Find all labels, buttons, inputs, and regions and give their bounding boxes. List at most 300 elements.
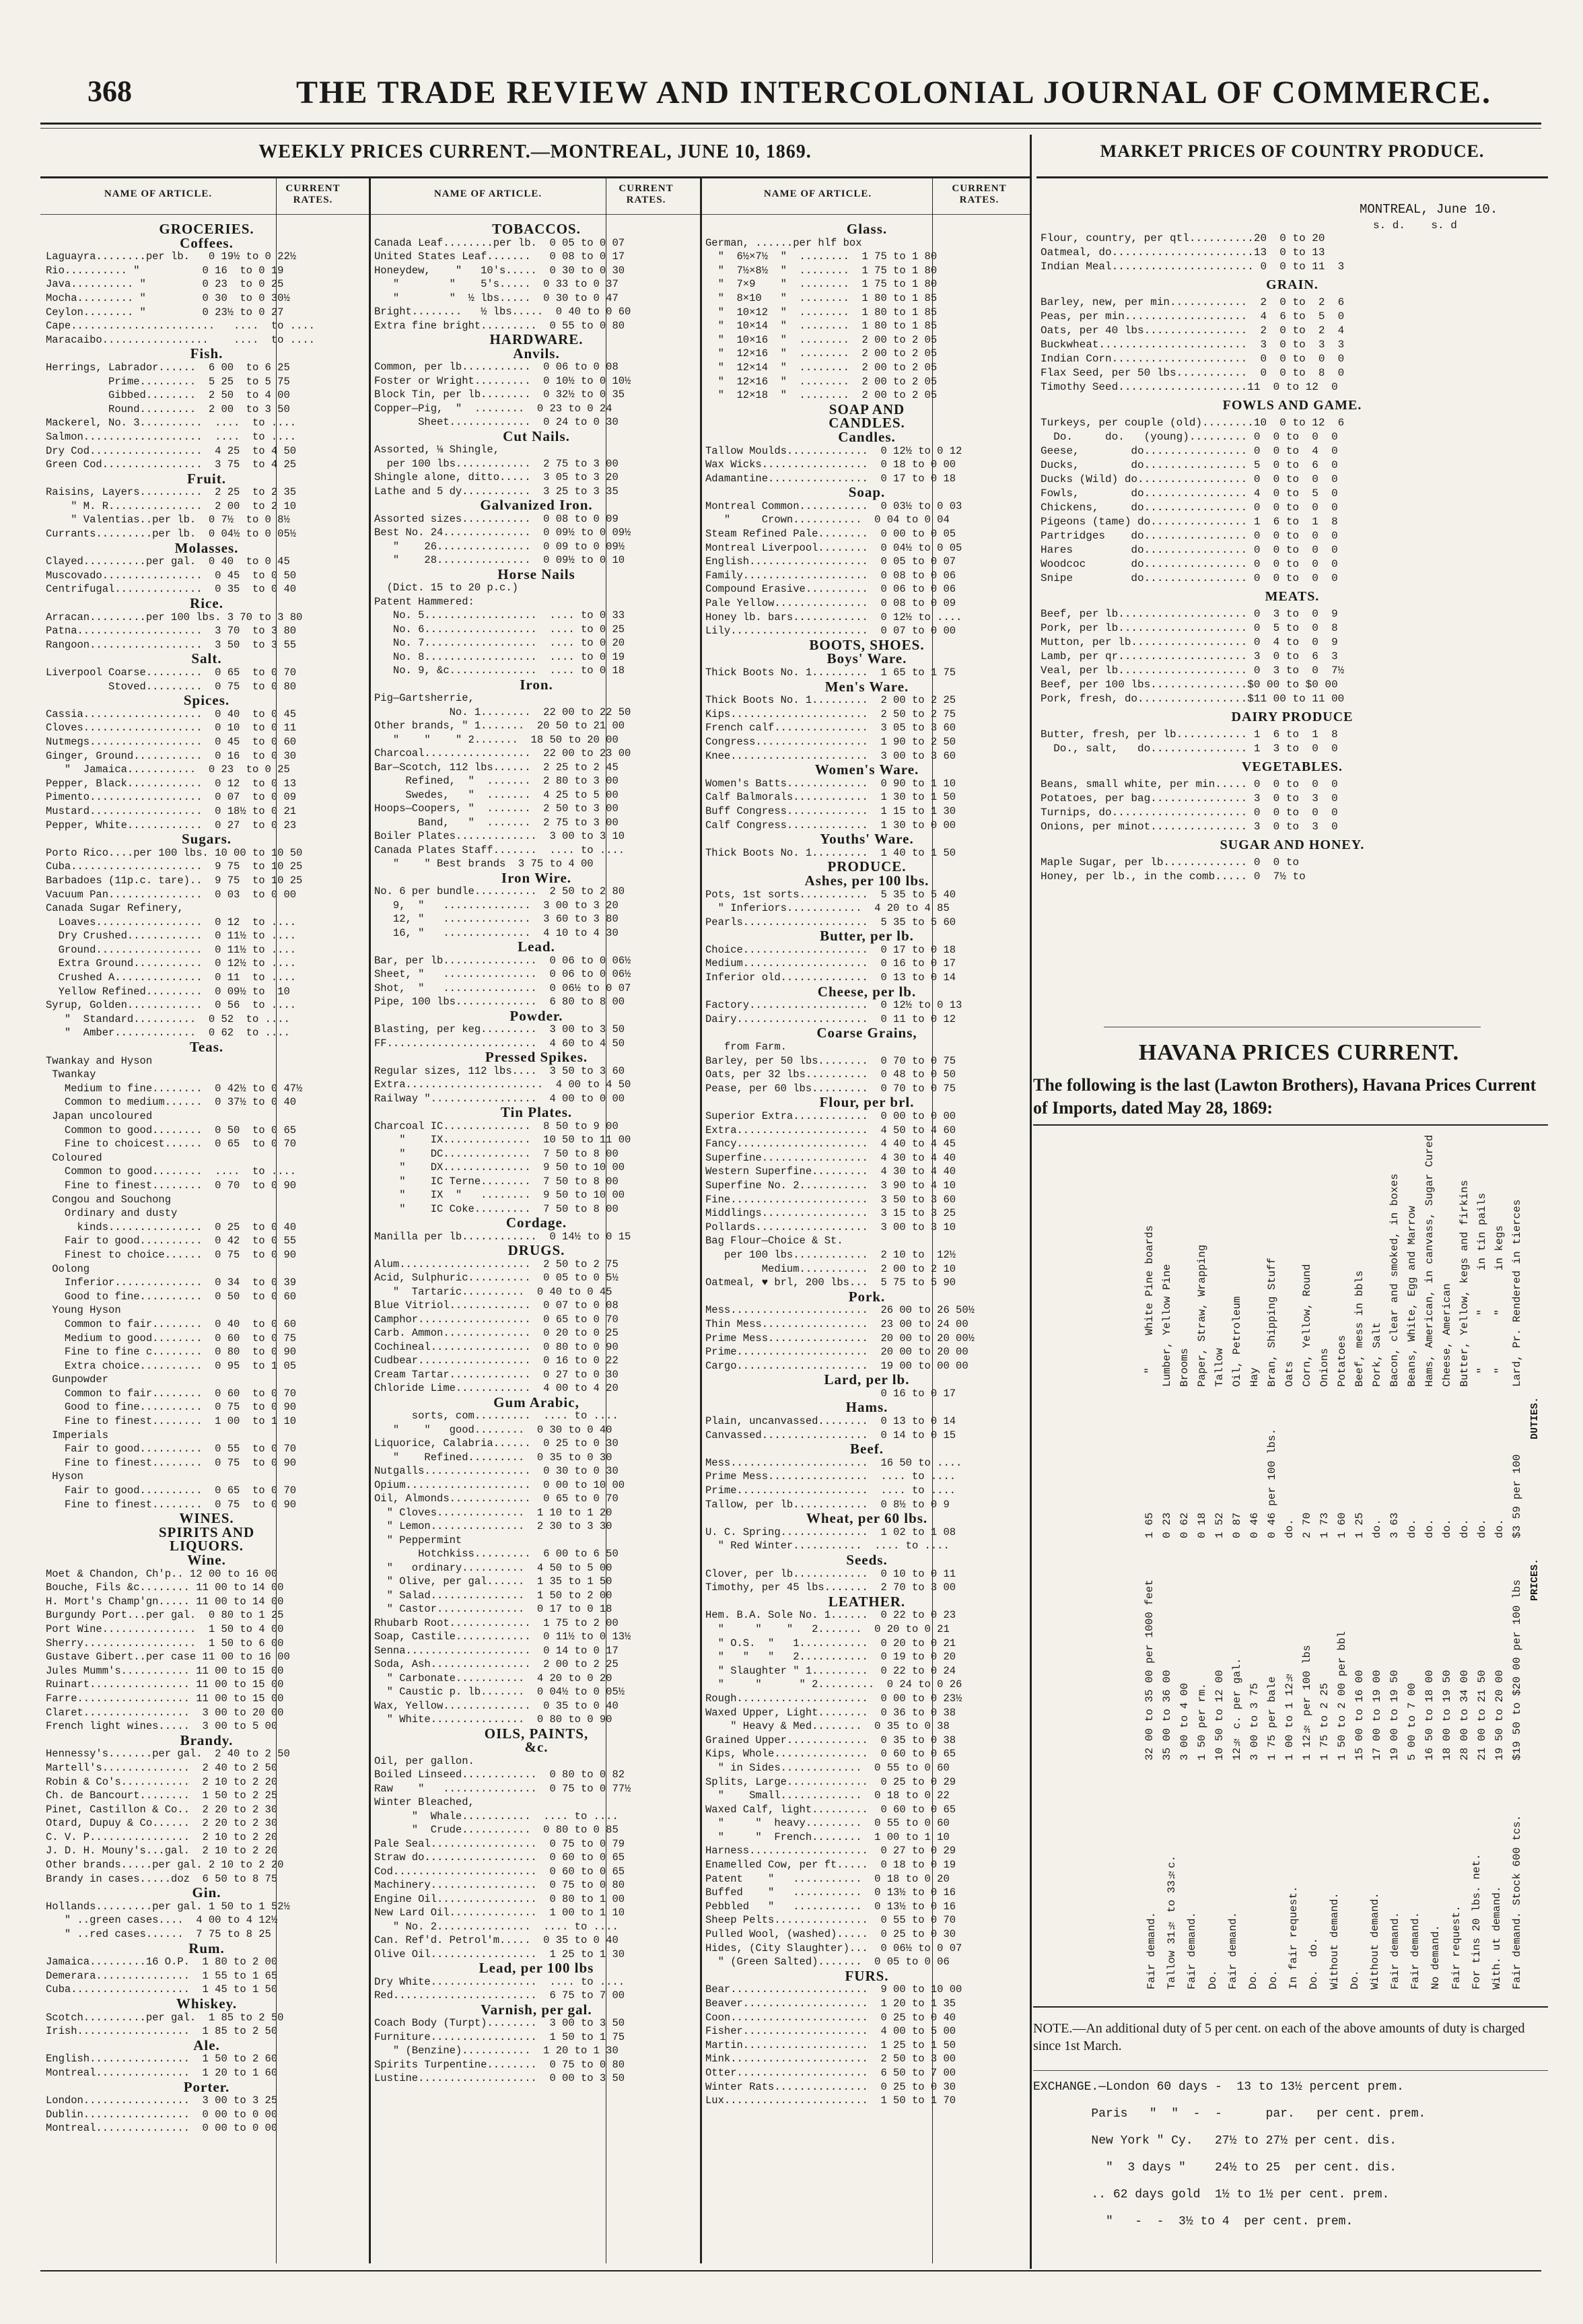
price-row: Bag Flour—Choice & St. [705, 1235, 843, 1248]
price-row: " Refined......... 0 35 to 0 30 [374, 1451, 612, 1464]
price-row: Coach Body (Turpt)........ 3 00 to 3 50 [374, 2017, 625, 2029]
col2-head-rates: CURRENT RATES. [619, 183, 674, 205]
price-row: Java.......... " 0 23 to 0 25 [46, 278, 284, 291]
havana-price: 1 00 to 1 12½ [1283, 1670, 1296, 1761]
price-row: Jules Mumm's........... 11 00 to 15 00 [46, 1664, 284, 1677]
col1-head-rates: CURRENT RATES. [285, 183, 341, 205]
market-price-line: Flour, country, per qtl..........20 0 to 20 [1041, 232, 1325, 244]
havana-remark: Fair demand. [1226, 1911, 1239, 1989]
price-row: Wax Wicks................. 0 18 to 0 00 [705, 458, 956, 471]
price-row: Thick Boots No. 1......... 1 65 to 1 75 [705, 667, 956, 679]
price-row: Can. Ref'd. Petrol'm..... 0 35 to 0 40 [374, 1934, 619, 1946]
category-heading: Brandy. [180, 1732, 234, 1748]
category-heading: DRUGS. [507, 1242, 565, 1258]
price-row: Prime..................... 20 00 to 20 00 [705, 1346, 969, 1359]
price-row: Hoops—Coopers, " ....... 2 50 to 3 00 [374, 802, 619, 815]
category-heading: Ale. [193, 2037, 220, 2053]
market-subsection-heading: GRAIN. [1266, 277, 1318, 292]
price-row: Rough..................... 0 00 to 0 23½ [705, 1692, 962, 1705]
price-row: Loaves................. 0 12 to .... [46, 916, 297, 928]
price-row: kinds............... 0 25 to 0 40 [46, 1221, 297, 1233]
category-heading: Cheese, per lb. [817, 983, 917, 1000]
category-heading: Rice. [190, 595, 223, 612]
price-row: " Slaughter " 1......... 0 22 to 0 24 [705, 1664, 956, 1677]
havana-duty: do. [1283, 1519, 1296, 1538]
price-row: Furniture................. 1 50 to 1 75 [374, 2030, 625, 2043]
price-row: " 12×18 " ........ 2 00 to 2 05 [705, 389, 938, 402]
page-number: 368 [87, 75, 132, 108]
price-row: Pale Seal................. 0 75 to 0 79 [374, 1837, 625, 1850]
market-price-line: Chickens, do................ 0 0 to 0 0 [1041, 502, 1338, 514]
market-subsection-heading: SUGAR AND HONEY. [1220, 838, 1365, 852]
havana-remark: No demand. [1430, 1924, 1442, 1989]
market-price-line: Maple Sugar, per lb............. 0 0 to [1041, 856, 1300, 868]
masthead-rule-thin [40, 128, 1541, 129]
market-price-line: Flax Seed, per 50 lbs........... 0 0 to 8 0 [1041, 367, 1345, 379]
price-row: Congou and Souchong [46, 1193, 172, 1206]
category-heading: Porter. [183, 2078, 230, 2095]
price-row: Best No. 24.............. 0 09½ to 0 09½ [374, 526, 631, 539]
price-row: No. 8.................. .... to 0 19 [374, 650, 625, 663]
category-heading: Iron. [520, 676, 553, 693]
price-row: Fine to finest........ 0 75 to 0 90 [46, 1498, 297, 1511]
price-row: Pimento.................. 0 07 to 0 09 [46, 791, 297, 804]
col2-col3-rule [700, 176, 702, 2263]
market-price-line: Pork, per lb.................... 0 5 to 0 8 [1041, 622, 1338, 634]
category-heading: Pork. [848, 1288, 886, 1305]
category-heading: Ashes, per 100 lbs. [804, 872, 929, 889]
price-row: Pepper, White............ 0 27 to 0 23 [46, 819, 297, 831]
price-row: Gunpowder [46, 1373, 109, 1386]
category-heading: SPIRITS AND [158, 1524, 255, 1540]
price-row: " 10×14 " ........ 1 80 to 1 85 [705, 320, 938, 333]
market-subsection-heading: VEGETABLES. [1241, 759, 1343, 774]
price-row: Tallow Moulds............. 0 12½ to 0 12 [705, 444, 962, 457]
market-price-line: Ducks, do................ 5 0 to 6 0 [1041, 459, 1338, 471]
price-row: Middlings................. 3 15 to 3 25 [705, 1207, 956, 1220]
price-row: Rangoon.................. 3 50 to 3 55 [46, 638, 297, 651]
category-heading: Varnish, per gal. [481, 2001, 592, 2018]
price-row: Red....................... 6 75 to 7 00 [374, 1989, 625, 2002]
exchange-block [1033, 2080, 1548, 2282]
price-row: Cuba................... 1 45 to 1 50 [46, 1983, 278, 1996]
price-row: Cuba..................... 9 75 to 10 25 [46, 860, 303, 873]
price-row: " 28............... 0 09½ to 0 10 [374, 554, 625, 566]
price-row: Lathe and 5 dy........... 3 25 to 3 35 [374, 485, 619, 498]
price-row: Patent Hammered: [374, 595, 474, 608]
price-row: Vacuum Pan............... 0 03 to 0 00 [46, 888, 297, 901]
price-row: " 7×9 " ........ 1 75 to 1 80 [705, 278, 938, 291]
price-row: Martell's.............. 2 40 to 2 50 [46, 1761, 278, 1774]
price-row: Kips, Whole............... 0 60 to 0 65 [705, 1748, 956, 1761]
price-row: Waxed Upper, Light........ 0 36 to 0 38 [705, 1706, 956, 1719]
category-heading: Lead, per 100 lbs [479, 1960, 594, 1976]
category-heading: Rum. [188, 1940, 225, 1956]
price-row: Nutmegs.................. 0 45 to 0 60 [46, 735, 297, 748]
price-row: Honey lb. bars............ 0 12½ to .... [705, 611, 962, 623]
havana-price: 3 00 to 4 00 [1179, 1682, 1191, 1761]
category-heading: TOBACCOS. [492, 222, 581, 237]
price-row: Maracaibo................. .... to .... [46, 333, 315, 346]
price-row: Bright........ ½ lbs..... 0 40 to 0 60 [374, 306, 631, 318]
price-row: " ..green cases.... 4 00 to 4 12½ [46, 1914, 278, 1927]
market-price-line: Beef, per lb.................... 0 3 to 0 9 [1041, 608, 1338, 620]
price-row: Mocha......... " 0 30 to 0 30½ [46, 292, 290, 304]
price-row: Splits, Large............. 0 25 to 0 29 [705, 1775, 956, 1788]
price-row: " 12×14 " ........ 2 00 to 2 05 [705, 361, 938, 374]
price-row: Prime......... 5 25 to 5 75 [46, 375, 290, 388]
price-row: " 26............... 0 09 to 0 09½ [374, 540, 625, 553]
category-heading: GROCERIES. [159, 222, 254, 237]
havana-price: 3 00 to 3 75 [1248, 1682, 1261, 1761]
price-row: " 12×16 " ........ 2 00 to 2 05 [705, 375, 938, 388]
havana-price: $19 50 to $20 00 per 100 lbs [1511, 1579, 1523, 1761]
price-row: Ruinart................ 11 00 to 15 00 [46, 1678, 284, 1691]
havana-duty: 1 73 [1318, 1512, 1331, 1538]
price-row: Shot, " ............... 0 06½ to 0 07 [374, 982, 631, 994]
category-heading: Butter, per lb. [820, 928, 914, 945]
price-row: Charcoal................. 22 00 to 23 00 [374, 747, 631, 759]
price-row: Factory................... 0 12½ to 0 13 [705, 999, 962, 1012]
price-row: Hides, (City Slaughter)... 0 06½ to 0 07 [705, 1942, 962, 1954]
category-heading: Salt. [191, 650, 222, 667]
section-divider-rule [1030, 135, 1032, 2269]
price-row: English................ 1 50 to 2 60 [46, 2053, 278, 2065]
price-row: " ..red cases...... 7 75 to 8 25 [46, 1928, 271, 1941]
price-row: Young Hyson [46, 1304, 121, 1317]
price-row: Ordinary and dusty [46, 1207, 178, 1220]
price-row: Winter Rats............... 0 25 to 0 30 [705, 2080, 956, 2093]
price-row: Opium.................... 0 00 to 10 00 [374, 1478, 625, 1491]
price-row: 16, " .............. 4 10 to 4 30 [374, 926, 619, 939]
price-row: " 10×16 " ........ 2 00 to 2 05 [705, 333, 938, 346]
price-row: Raw " ............... 0 75 to 0 77½ [374, 1782, 631, 1795]
havana-remark: Fair demand. [1186, 1911, 1199, 1989]
price-row: " DX.............. 9 50 to 10 00 [374, 1161, 625, 1173]
col1-col2-rule [369, 176, 371, 2263]
price-row: Cargo..................... 19 00 to 00 00 [705, 1359, 969, 1372]
havana-article: Beans, White, Egg and Marrow [1406, 1206, 1418, 1387]
price-row: Calf Balmorals............ 1 30 to 1 50 [705, 791, 956, 804]
price-row: Camphor.................. 0 65 to 0 70 [374, 1313, 619, 1326]
price-row: " " 5's..... 0 33 to 0 37 [374, 278, 619, 290]
price-row: " 6½×7½ " ........ 1 75 to 1 80 [705, 250, 938, 263]
price-row: Railway "................. 4 00 to 0 00 [374, 1092, 625, 1105]
price-row: Common, per lb........... 0 06 to 0 08 [374, 361, 619, 373]
col3-head-rates: CURRENT RATES. [952, 183, 1007, 205]
price-row: Gibbed........ 2 50 to 4 00 [46, 389, 290, 402]
category-heading: Hams. [845, 1399, 888, 1416]
price-row: Dry Cod.................. 4 25 to 4 50 [46, 444, 297, 457]
havana-price: 32 00 to 35 00 per 1000 feet [1144, 1579, 1156, 1761]
price-row: " " " 2......... 0 24 to 0 26 [705, 1678, 962, 1691]
price-row: Farre.................. 11 00 to 15 00 [46, 1692, 284, 1705]
market-place-date: MONTREAL, June 10. [1360, 202, 1498, 217]
havana-article: Cheese, American [1441, 1283, 1453, 1387]
category-heading: Coarse Grains, [816, 1025, 917, 1041]
category-heading: Fish. [190, 345, 223, 362]
price-row: " Castor.............. 0 17 to 0 18 [374, 1603, 612, 1615]
price-row: Western Superfine......... 4 30 to 4 40 [705, 1165, 956, 1178]
price-row: Family.................... 0 08 to 0 06 [705, 569, 956, 582]
price-row: Ch. de Bancourt........ 1 50 to 2 25 [46, 1789, 278, 1802]
market-price-line: Pork, fresh, do.................$11 00 to 11 00 [1041, 693, 1345, 705]
category-heading: Lead. [518, 938, 555, 955]
havana-prices-head: PRICES. [1529, 1559, 1541, 1602]
category-heading: Flour, per brl. [819, 1094, 915, 1111]
price-row: Mustard.................. 0 18½ to 0 21 [46, 805, 297, 817]
havana-price: 1 50 per rm. [1196, 1682, 1208, 1761]
category-heading: Molasses. [174, 539, 239, 556]
havana-table [1033, 1128, 1548, 2003]
price-row: Centrifugal.............. 0 35 to 0 40 [46, 583, 297, 596]
price-row: " Peppermint [374, 1534, 462, 1546]
price-row: Stoved......... 0 75 to 0 80 [46, 680, 297, 693]
price-row: Liverpool Coarse......... 0 65 to 0 70 [46, 667, 297, 679]
price-row: " Valentias..per lb. 0 7½ to 0 8½ [46, 514, 290, 526]
price-row: English................... 0 05 to 0 07 [705, 555, 956, 568]
price-row: Cream Tartar............. 0 27 to 0 30 [374, 1368, 619, 1381]
price-row: 0 16 to 0 17 [705, 1387, 956, 1400]
price-row: German, ......per hlf box [705, 236, 862, 249]
col1-head-name: NAME OF ARTICLE. [104, 189, 213, 199]
price-row: " Red Winter........... .... to .... [705, 1540, 950, 1552]
havana-remark: Fair demand. Stock 600 tcs. [1511, 1814, 1523, 1989]
price-row: Olive Oil................. 1 25 to 1 30 [374, 1948, 625, 1960]
category-heading: Cut Nails. [503, 428, 570, 444]
price-row: Claret................. 3 00 to 20 00 [46, 1706, 284, 1719]
category-heading: CANDLES. [829, 415, 905, 432]
category-heading: Candles. [838, 428, 896, 445]
havana-duty: 2 70 [1301, 1512, 1313, 1538]
price-row: Clover, per lb............ 0 10 to 0 11 [705, 1567, 956, 1580]
market-price-line: Do. do. (young)......... 0 0 to 0 0 [1041, 431, 1338, 443]
price-row: (Dict. 15 to 20 p.c.) [374, 582, 518, 594]
price-row: Coon...................... 0 25 to 0 40 [705, 2011, 956, 2024]
havana-duty: 1 60 [1336, 1512, 1348, 1538]
price-row: Arracan.........per 100 lbs. 3 70 to 3 80 [46, 611, 303, 623]
category-heading: &c. [524, 1739, 549, 1755]
havana-remark: Fair demand. [1389, 1911, 1402, 1989]
price-row: H. Mort's Champ'gn..... 11 00 to 14 00 [46, 1595, 284, 1608]
havana-duty: 0 18 [1196, 1512, 1208, 1538]
havana-duties-head: DUTIES. [1529, 1397, 1541, 1440]
price-row: Medium.................... 0 16 to 0 17 [705, 957, 956, 970]
price-row: " Carbonate........... 4 20 to 0 20 [374, 1672, 612, 1684]
category-heading: Anvils. [513, 345, 560, 362]
market-price-line: Timothy Seed....................11 0 to 12 0 [1041, 381, 1338, 393]
price-row: Cape....................... .... to .... [46, 320, 315, 333]
havana-duty: do. [1458, 1519, 1471, 1538]
price-row: " No. 2............... .... to .... [374, 1920, 619, 1933]
journal-title: THE TRADE REVIEW AND INTERCOLONIAL JOURNAL OF COMMERCE. [296, 75, 1492, 110]
market-price-line: Do., salt, do............... 1 3 to 0 0 [1041, 743, 1338, 755]
havana-duty: 0 46 [1248, 1512, 1261, 1538]
havana-article: Butter, Yellow, kegs and firkins [1458, 1180, 1471, 1387]
exchange-line: New York " Cy. 27½ to 27½ per cent. dis. [1033, 2134, 1397, 2148]
havana-duty: 1 52 [1213, 1512, 1226, 1538]
market-prices-block [1036, 232, 1548, 905]
price-row: Common to fair........ 0 60 to 0 70 [46, 1387, 297, 1400]
price-row: " Amber............. 0 62 to .... [46, 1027, 290, 1039]
category-heading: PRODUCE. [827, 858, 907, 875]
price-row: Calf Congress............. 1 30 to 0 00 [705, 819, 956, 831]
havana-article: Lard, Pr. Rendered in tierces [1511, 1199, 1523, 1387]
price-row: " Caustic p. lb....... 0 04½ to 0 05½ [374, 1686, 625, 1698]
price-row: Fair to good.......... 0 42 to 0 55 [46, 1235, 297, 1248]
price-row: Prime Mess................ .... to .... [705, 1470, 956, 1483]
price-row: Irish.................. 1 85 to 2 50 [46, 2025, 278, 2038]
price-row: New Lard Oil.............. 1 00 to 1 10 [374, 1907, 625, 1919]
market-price-line: Indian Meal...................... 0 0 to 11 3 [1041, 261, 1345, 273]
price-row: Band, " ....... 2 75 to 3 00 [374, 816, 619, 829]
category-heading: Gin. [192, 1884, 221, 1901]
havana-remark: With. ut demand. [1490, 1886, 1503, 1989]
price-row: Fine to fine c........ 0 80 to 0 90 [46, 1346, 297, 1359]
category-heading: Beef. [850, 1441, 884, 1458]
price-row: Boiler Plates............. 3 00 to 3 10 [374, 830, 625, 842]
price-row: Twankay [46, 1068, 96, 1081]
havana-price: 15 00 to 16 00 [1353, 1670, 1366, 1761]
price-row: Compound Erasive.......... 0 06 to 0 06 [705, 583, 956, 596]
havana-table-rule-bottom [1033, 2006, 1548, 2008]
price-row: Extra choice.......... 0 95 to 1 05 [46, 1359, 297, 1372]
exchange-rule [1033, 2070, 1548, 2071]
price-row: " IC Terne........ 7 50 to 8 00 [374, 1175, 619, 1188]
exchange-line: .. 62 days gold 1½ to 1½ per cent. prem. [1033, 2188, 1390, 2201]
price-row: Alum..................... 2 50 to 2 75 [374, 1258, 619, 1270]
price-row: Medium to good........ 0 60 to 0 75 [46, 1332, 297, 1344]
price-row: Choice.................... 0 17 to 0 18 [705, 943, 956, 956]
price-row: Porto Rico....per 100 lbs. 10 00 to 10 50 [46, 846, 303, 859]
price-row: Hotchkiss......... 6 00 to 6 50 [374, 1548, 619, 1560]
price-row: Congress.................. 1 90 to 2 50 [705, 735, 956, 748]
price-row: Sheet............. 0 24 to 0 30 [374, 416, 619, 428]
price-row: Dry Crushed............ 0 11½ to .... [46, 930, 297, 943]
havana-duty: do. [1371, 1519, 1383, 1538]
price-row: Medium........... 2 00 to 2 10 [705, 1262, 956, 1275]
price-row: Medium to fine........ 0 42½ to 0 47½ [46, 1082, 303, 1095]
havana-remark: Fair demand. [1146, 1911, 1158, 1989]
price-row: Cod....................... 0 60 to 0 65 [374, 1865, 625, 1878]
price-row: United States Leaf....... 0 08 to 0 17 [374, 250, 625, 263]
market-rule [1036, 176, 1548, 178]
havana-duty: 0 87 [1231, 1512, 1243, 1538]
price-row: " " heavy......... 0 55 to 0 60 [705, 1817, 950, 1830]
price-row: Swedes, " ....... 4 25 to 5 00 [374, 788, 619, 801]
havana-duty: do. [1441, 1519, 1453, 1538]
price-row: Fair to good.......... 0 55 to 0 70 [46, 1443, 297, 1456]
market-currency-head: s. d. s. d [1373, 219, 1457, 232]
market-price-line: Ducks (Wild) do................. 0 0 to 0 0 [1041, 473, 1338, 485]
market-price-line: Barley, new, per min............ 2 0 to 2 6 [1041, 296, 1345, 308]
price-row: Senna.................... 0 14 to 0 17 [374, 1644, 619, 1657]
price-row: Otter..................... 6 50 to 7 00 [705, 2066, 956, 2079]
price-row: Muscovado................ 0 45 to 0 50 [46, 569, 297, 582]
price-row: Prime..................... .... to .... [705, 1484, 956, 1497]
price-row: " Crude........... 0 80 to 0 85 [374, 1824, 619, 1836]
price-row: Twankay and Hyson [46, 1054, 153, 1067]
market-price-line: Beans, small white, per min..... 0 0 to 0 0 [1041, 778, 1338, 790]
price-row: Hem. B.A. Sole No. 1...... 0 22 to 0 23 [705, 1609, 956, 1622]
price-row: " Standard.......... 0 52 to .... [46, 1013, 290, 1025]
price-row: " Lemon............... 2 30 to 3 30 [374, 1520, 612, 1532]
price-row: Prime Mess................ 20 00 to 20 00½ [705, 1332, 975, 1344]
price-row: Raisins, Layers.......... 2 25 to 2 35 [46, 486, 297, 499]
category-heading: Horse Nails [497, 566, 575, 582]
price-row: " 10×12 " ........ 1 80 to 1 85 [705, 306, 938, 318]
havana-duty: 0 46 per 100 lbs. [1266, 1428, 1278, 1538]
havana-remark: Do. [1246, 1970, 1259, 1989]
havana-duty: do. [1493, 1519, 1506, 1538]
category-heading: BOOTS, SHOES. [809, 636, 925, 653]
page-bottom-rule [40, 2270, 1541, 2271]
market-price-line: Turnips, do..................... 0 0 to 0 0 [1041, 807, 1338, 819]
price-row: Cloves................... 0 10 to 0 11 [46, 722, 297, 734]
havana-price: 10 50 to 12 00 [1213, 1670, 1226, 1761]
havana-article: Oil, Petroleum [1231, 1296, 1243, 1387]
price-row: " " " 2....... 0 20 to 0 21 [705, 1622, 950, 1635]
category-heading: Fruit. [187, 470, 226, 487]
market-subsection-heading: DAIRY PRODUCE [1231, 710, 1353, 724]
price-row: 12, " .............. 3 60 to 3 80 [374, 913, 619, 925]
price-row: Herrings, Labrador...... 6 00 to 6 25 [46, 361, 290, 374]
price-row: " 7½×8½ " ........ 1 75 to 1 80 [705, 264, 938, 277]
market-price-line: Fowls, do................ 4 0 to 5 0 [1041, 487, 1338, 500]
havana-article: " " in tin pails [1476, 1192, 1488, 1387]
price-row: Chloride Lime............ 4 00 to 4 20 [374, 1382, 619, 1394]
price-row: Machinery................. 0 75 to 0 80 [374, 1879, 625, 1891]
price-row: Canada Leaf........per lb. 0 05 to 0 07 [374, 236, 625, 249]
weekly-header-rule-top [40, 176, 1030, 178]
price-row: Pig—Gartsherrie, [374, 692, 474, 704]
price-row: " O.S. " 1........... 0 20 to 0 21 [705, 1637, 956, 1649]
price-row: Moet & Chandon, Ch'p.. 12 00 to 16 00 [46, 1567, 278, 1580]
price-row: Liquorice, Calabria...... 0 25 to 0 30 [374, 1437, 619, 1449]
category-heading: OILS, PAINTS, [484, 1725, 589, 1742]
price-row: U. C. Spring.............. 1 02 to 1 08 [705, 1526, 956, 1538]
havana-remark: Do. [1267, 1970, 1280, 1989]
market-price-line: Oatmeal, do......................13 0 to 13 [1041, 246, 1325, 259]
price-row: Honeydew, " 10's..... 0 30 to 0 30 [374, 264, 625, 277]
havana-article: Brooms [1179, 1348, 1191, 1387]
havana-article: Tallow [1213, 1348, 1226, 1387]
price-row: Cochineal................ 0 80 to 0 90 [374, 1340, 619, 1353]
havana-price: 19 50 to 20 00 [1493, 1670, 1506, 1761]
price-row: Round......... 2 00 to 3 50 [46, 403, 290, 415]
price-row: Barley, per 50 lbs........ 0 70 to 0 75 [705, 1054, 956, 1067]
market-price-line: Indian Corn..................... 0 0 to 0 0 [1041, 353, 1345, 365]
havana-remark: In fair request. [1288, 1886, 1300, 1989]
market-price-line: Potatoes, per bag............... 3 0 to 3 0 [1041, 792, 1338, 805]
price-row: Fine to finest........ 1 00 to 1 10 [46, 1415, 297, 1428]
price-row: 9, " .............. 3 00 to 3 20 [374, 899, 619, 912]
price-row: Winter Bleached, [374, 1796, 474, 1808]
price-row: French calf............... 3 05 to 3 60 [705, 722, 956, 734]
price-row: Other brands.....per gal. 2 10 to 2 20 [46, 1859, 284, 1872]
category-heading: Sugars. [181, 831, 232, 848]
prices-column-1 [46, 222, 367, 2269]
price-row: Cudbear.................. 0 16 to 0 22 [374, 1355, 619, 1367]
price-row: Thick Boots No. 1......... 1 40 to 1 50 [705, 846, 956, 859]
havana-price: 17 00 to 19 00 [1371, 1670, 1383, 1761]
category-heading: LEATHER. [828, 1593, 906, 1610]
price-row: Mess...................... 16 50 to .... [705, 1456, 962, 1469]
havana-remark: Do. [1206, 1970, 1219, 1989]
price-row: FF........................ 4 60 to 4 50 [374, 1037, 625, 1050]
price-row: Blasting, per keg......... 3 00 to 3 50 [374, 1023, 625, 1035]
havana-price: 1 75 to 2 25 [1318, 1682, 1331, 1761]
